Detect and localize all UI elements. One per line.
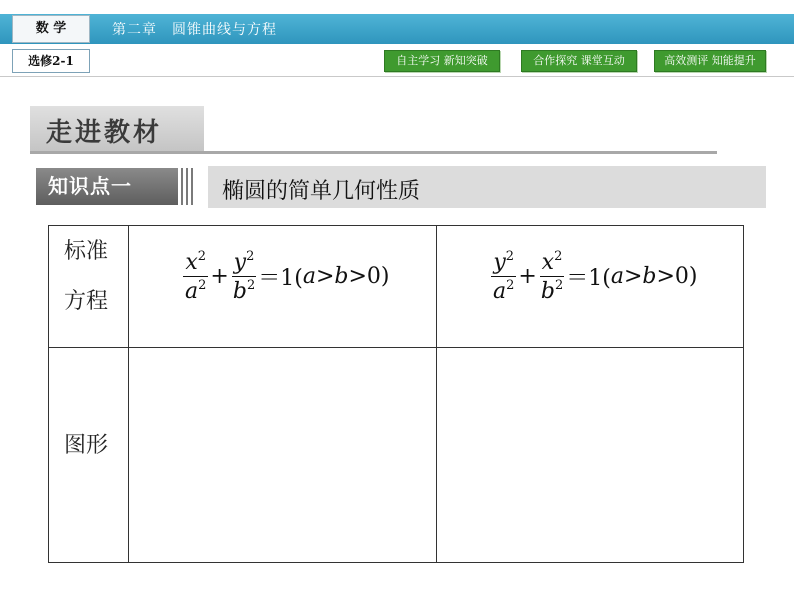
table-row-divider — [48, 347, 744, 348]
table-border-left — [48, 225, 49, 563]
module-label: 选修2-1 — [12, 49, 90, 73]
ellipse-equation-x-axis: $\frac{x^2}{a^2}$ + $\frac{y^2}{b^2}$ ＝1( a > b >0) — [185, 249, 390, 304]
row-label-standard-equation-line1: 标准 — [64, 239, 109, 264]
table-border-top — [48, 225, 744, 226]
nav-button-cooperative[interactable]: 合作探究 课堂互动 — [521, 50, 637, 72]
nav-button-assessment[interactable]: 高效测评 知能提升 — [654, 50, 766, 72]
fraction: $\frac{x^2}{b^2}$ — [540, 249, 564, 304]
table-column-divider — [128, 225, 129, 563]
kp-stripe — [181, 168, 183, 205]
kp-stripe — [186, 168, 188, 205]
knowledge-point-label: 知识点一 — [36, 168, 178, 205]
fraction: $\frac{y^2}{a^2}$ — [493, 249, 515, 304]
knowledge-point-title: 椭圆的简单几何性质 — [222, 179, 421, 204]
table-border-right — [743, 225, 744, 563]
fraction: $\frac{x^2}{a^2}$ — [185, 249, 207, 304]
subject-label: 数 学 — [12, 15, 90, 43]
header-divider — [0, 76, 794, 77]
section-title: 走进教材 — [46, 118, 163, 148]
section-divider — [30, 151, 717, 154]
ellipse-equation-y-axis: $\frac{y^2}{a^2}$ + $\frac{x^2}{b^2}$ ＝1( a > b >0) — [493, 249, 698, 304]
row-label-standard-equation-line2: 方程 — [64, 289, 109, 314]
nav-button-self-study[interactable]: 自主学习 新知突破 — [384, 50, 500, 72]
kp-stripe — [191, 168, 193, 205]
table-column-divider — [436, 225, 437, 563]
fraction: $\frac{y^2}{b^2}$ — [232, 249, 256, 304]
chapter-title: 第二章 圆锥曲线与方程 — [112, 22, 277, 38]
table-border-bottom — [48, 562, 744, 563]
row-label-graph: 图形 — [64, 433, 109, 458]
